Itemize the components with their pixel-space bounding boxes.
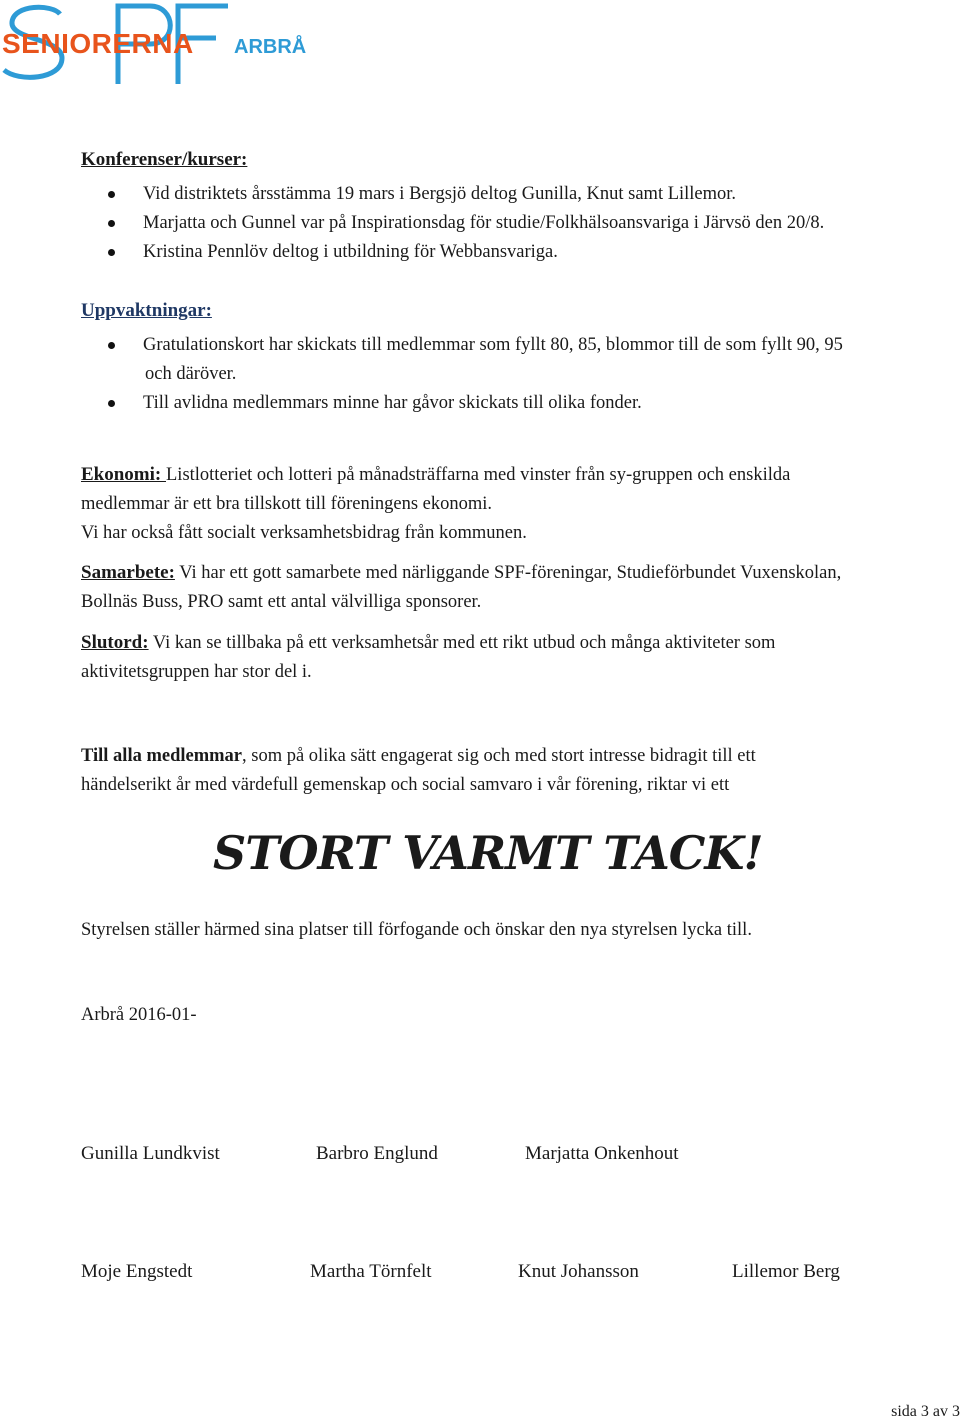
logo-branch-text: ARBRÅ (234, 36, 307, 58)
signature-name: Gunilla Lundkvist (81, 1143, 220, 1164)
tack-text: , som på olika sätt engagerat sig och med stort intresse bidragit till ett (242, 746, 756, 766)
ekonomi-text: Vi har också fått socialt verksamhetsbidrag från kommunen. (81, 523, 527, 543)
list-item-text: Gratulationskort har skickats till medlemmar som fyllt 80, 85, blommor till de som fyllt 90, 95 (143, 335, 843, 355)
signature-name: Lillemor Berg (732, 1261, 840, 1282)
tack-section (81, 742, 951, 800)
list-item-text: Kristina Pennlöv deltog i utbildning för Webbansvariga. (143, 242, 558, 262)
samarbete-text: Bollnäs Buss, PRO samt ett antal välvilliga sponsorer. (81, 592, 482, 612)
samarbete-text: Vi har ett gott samarbete med närliggande SPF-föreningar, Studieförbundet Vuxenskolan, (174, 563, 842, 583)
stort-varmt-tack-heading: STORT VARMT TACK! (213, 826, 763, 880)
list-item-text: Marjatta och Gunnel var på Inspirationsdag för studie/Folkhälsoansvariga i Järvsö den 20/8. (143, 213, 825, 233)
signature-name: Moje Engstedt (81, 1261, 193, 1282)
ekonomi-heading: Ekonomi: (81, 464, 166, 485)
list-item (81, 331, 951, 389)
spf-seniorerna-logo (0, 0, 340, 86)
list-item (81, 209, 951, 238)
place-date: Arbrå 2016-01- (81, 1005, 197, 1025)
logo-brand-text: SENIORERNA (2, 28, 194, 59)
tack-bold-text: Till alla medlemmar (81, 746, 242, 766)
uppvaktningar-list (81, 331, 951, 418)
list-item-text: Till avlidna medlemmars minne har gåvor skickats till olika fonder. (143, 393, 642, 413)
signature-name: Barbro Englund (316, 1143, 438, 1164)
list-item-text: Vid distriktets årsstämma 19 mars i Bergsjö deltog Gunilla, Knut samt Lillemor. (143, 184, 737, 204)
konferenser-list (81, 180, 951, 267)
ekonomi-text: Listlotteriet och lotteri på månadsträffarna med vinster från sy-gruppen och enskilda (166, 465, 791, 485)
uppvaktningar-heading: Uppvaktningar: (81, 300, 212, 321)
slutord-text: aktivitetsgruppen har stor del i. (81, 662, 312, 682)
signature-name: Knut Johansson (518, 1261, 639, 1282)
list-item (81, 389, 951, 418)
samarbete-section (81, 558, 956, 617)
samarbete-heading: Samarbete: (81, 562, 175, 583)
list-item-text-continued: och däröver. (145, 364, 237, 384)
slutord-heading: Slutord: (81, 632, 149, 653)
signature-name: Martha Törnfelt (310, 1261, 432, 1282)
signature-name: Marjatta Onkenhout (525, 1143, 679, 1164)
konferenser-heading: Konferenser/kurser: (81, 149, 248, 170)
ekonomi-text: medlemmar är ett bra tillskott till föreningens ekonomi. (81, 494, 493, 514)
styrelsen-text: Styrelsen ställer härmed sina platser till förfogande och önskar den nya styrelsen lycka till. (81, 920, 752, 940)
slutord-section (81, 628, 951, 687)
page-number: sida 3 av 3 (891, 1403, 960, 1420)
slutord-text: Vi kan se tillbaka på ett verksamhetsår med ett rikt utbud och många aktiviteter som (148, 633, 776, 653)
spf-logo-graphic (0, 0, 340, 86)
list-item (81, 238, 951, 267)
tack-text: händelserikt år med värdefull gemenskap och social samvaro i vår förening, riktar vi ett (81, 775, 730, 795)
ekonomi-section (81, 460, 951, 548)
list-item (81, 180, 951, 209)
